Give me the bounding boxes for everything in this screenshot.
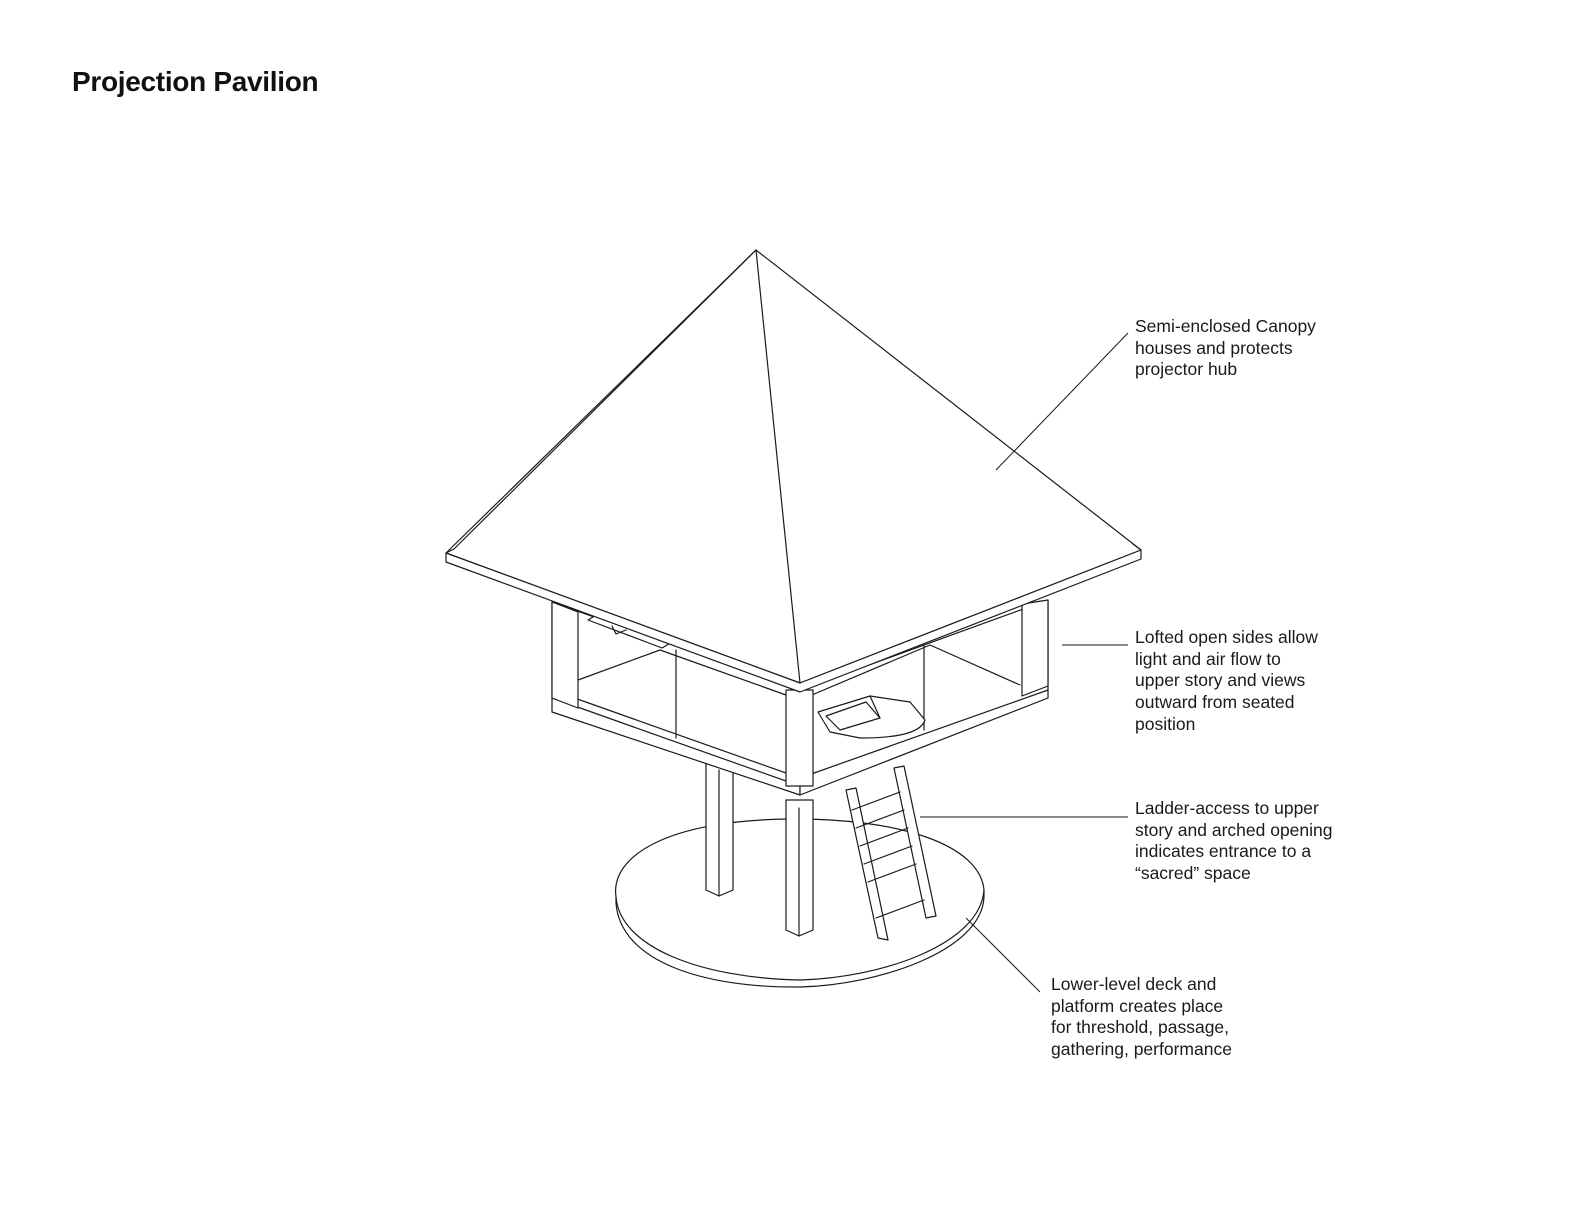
callout-deck-line-4: gathering, performance bbox=[1051, 1039, 1232, 1060]
callout-ladder-line-2: story and arched opening bbox=[1135, 819, 1333, 840]
callout-ladder-line-1: Ladder-access to upper bbox=[1135, 798, 1319, 818]
page-title: Projection Pavilion bbox=[72, 66, 319, 97]
post-back-left bbox=[706, 760, 733, 896]
callout-deck bbox=[1051, 974, 1232, 1061]
leader-deck bbox=[966, 918, 1040, 992]
post-front bbox=[786, 800, 813, 936]
callout-open-sides-line-4: outward from seated bbox=[1135, 692, 1295, 713]
callout-open-sides-line-3: upper story and views bbox=[1135, 670, 1306, 691]
callout-ladder-line-4: “sacred” space bbox=[1135, 863, 1251, 884]
callout-open-sides-line-2: light and air flow to bbox=[1135, 648, 1281, 669]
callout-deck-line-3: for threshold, passage, bbox=[1051, 1017, 1230, 1038]
callout-canopy bbox=[1135, 316, 1316, 381]
callout-ladder-line-3: indicates entrance to a bbox=[1135, 841, 1312, 862]
callout-open-sides bbox=[1135, 627, 1318, 736]
leader-canopy bbox=[996, 333, 1128, 470]
callout-open-sides-line-1: Lofted open sides allow bbox=[1135, 627, 1318, 647]
callout-deck-line-1: Lower-level deck and bbox=[1051, 974, 1217, 994]
callout-ladder bbox=[1135, 798, 1333, 885]
callout-canopy-line-2: houses and protects bbox=[1135, 337, 1293, 358]
callout-open-sides-line-5: position bbox=[1135, 713, 1196, 734]
callout-canopy-line-1: Semi-enclosed Canopy bbox=[1135, 316, 1316, 336]
callout-deck-line-2: platform creates place bbox=[1051, 995, 1224, 1016]
callout-canopy-line-3: projector hub bbox=[1135, 359, 1238, 380]
